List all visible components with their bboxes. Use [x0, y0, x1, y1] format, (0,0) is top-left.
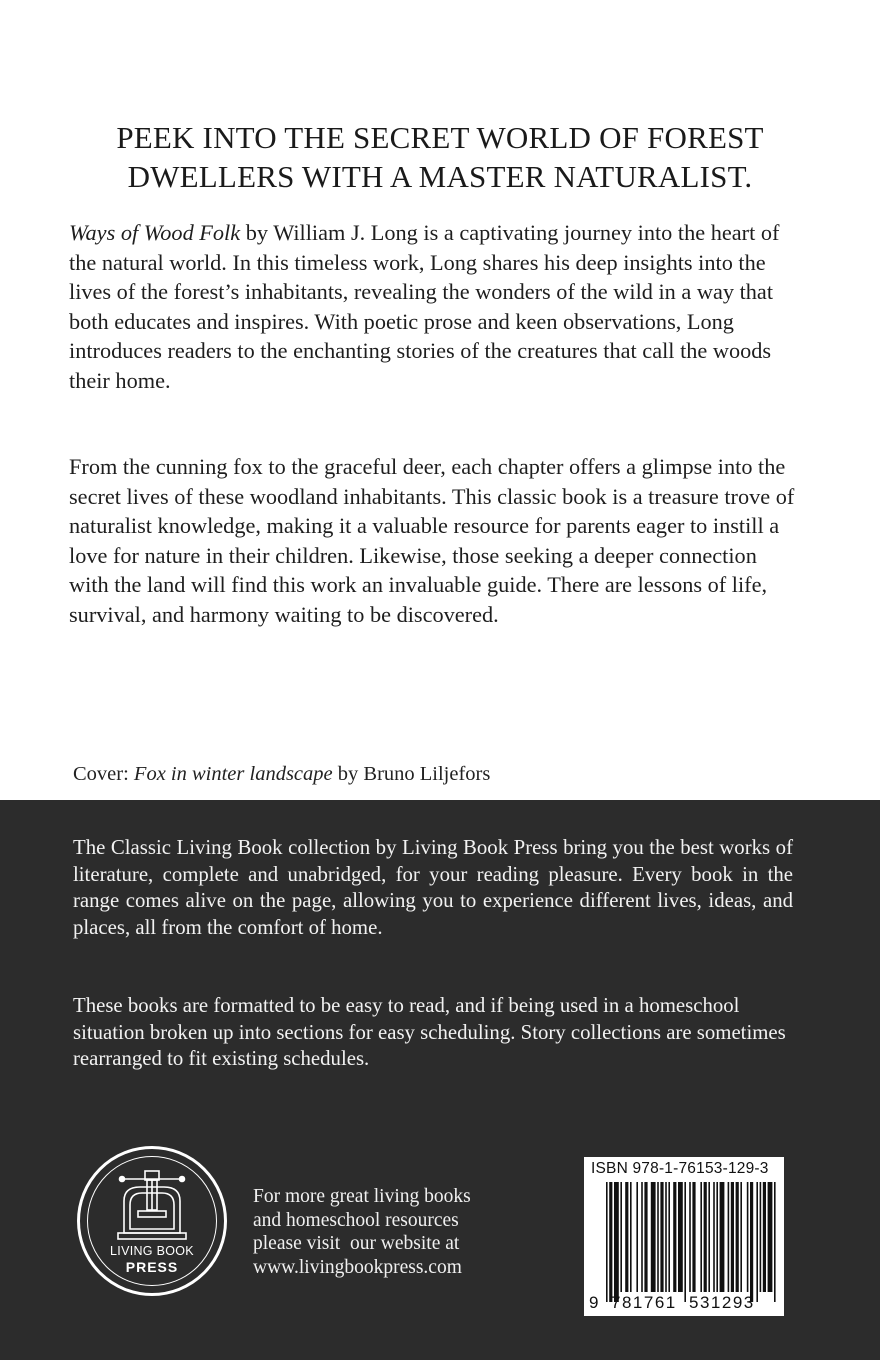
barcode-bar — [736, 1182, 739, 1292]
barcode-bar — [609, 1182, 612, 1302]
collection-paragraph-1: The Classic Living Book collection by Living Book Press bring you the best works of literature, complete and unabridged, for your reading pleasure. Every book in the range comes alive on the page, allowing you to experience different lives, ideas, and places, all from the comfort of home. — [73, 836, 793, 939]
headline-line-1: PEEK INTO THE SECRET WORLD OF FOREST — [116, 120, 764, 155]
barcode-bar — [614, 1182, 619, 1302]
description-paragraph-1-text: by William J. Long is a captivating journey into the heart of the natural world. In this timeless work, Long shares his deep insights into the lives of the forest’s inhabitants, revealing the wonders of the wild in a way that both educates and inspires. With poetic prose and keen observations, Long introduces readers to the enchanting stories of the creatures that call the woods their home. — [69, 220, 780, 393]
website-info-line-1: For more great living books — [253, 1186, 471, 1207]
lower-panel — [0, 800, 880, 1360]
cover-credit-prefix: Cover: — [73, 763, 134, 785]
website-info-line-3: please visit our website at — [253, 1233, 460, 1254]
barcode-bar — [747, 1182, 749, 1292]
website-url: www.livingbookpress.com — [253, 1256, 462, 1278]
isbn-barcode-box — [584, 1157, 784, 1316]
barcode-bar — [606, 1182, 608, 1302]
barcode-first-digit: 9 — [589, 1293, 600, 1312]
barcode-bar — [774, 1182, 776, 1302]
barcode-bar — [700, 1182, 702, 1292]
logo-text-press: PRESS — [125, 1259, 179, 1275]
barcode-digits-group-1: 781761 — [611, 1293, 677, 1312]
barcode-bar — [716, 1182, 718, 1292]
barcode-bar — [651, 1182, 656, 1292]
barcode-bar — [713, 1182, 715, 1292]
barcode-bar — [750, 1182, 753, 1302]
book-title: Ways of Wood Folk — [69, 220, 241, 245]
barcode-bar — [763, 1182, 766, 1292]
barcode-bar — [768, 1182, 773, 1292]
barcode-bar — [731, 1182, 734, 1292]
barcode-bar — [630, 1182, 632, 1292]
barcode-bar — [689, 1182, 691, 1292]
barcode-bar — [684, 1182, 686, 1302]
barcode-bar — [728, 1182, 730, 1292]
headline-line-2: DWELLERS WITH A MASTER NATURALIST. — [127, 159, 753, 194]
barcode-bar — [641, 1182, 643, 1292]
barcode-bar — [678, 1182, 683, 1292]
cover-credit-suffix: by Bruno Liljefors — [332, 763, 491, 785]
barcode-bar — [660, 1182, 663, 1292]
barcode-bar — [636, 1182, 638, 1292]
barcode-bar — [665, 1182, 667, 1292]
barcode-bar — [760, 1182, 762, 1292]
barcode-bar — [740, 1182, 742, 1292]
cover-credit — [73, 761, 490, 787]
logo-text-living-book: LIVING BOOK — [110, 1244, 194, 1258]
barcode-bar — [644, 1182, 647, 1292]
barcode-bar — [657, 1182, 659, 1292]
cover-artwork-title: Fox in winter landscape — [133, 763, 333, 785]
isbn-label: ISBN 978-1-76153-129-3 — [591, 1160, 769, 1177]
headline — [40, 118, 840, 196]
barcode-bar — [692, 1182, 695, 1292]
description-paragraph-1 — [69, 218, 799, 396]
barcode-bar — [625, 1182, 628, 1292]
barcode-bar — [720, 1182, 725, 1292]
website-info-line-2: and homeschool resources — [253, 1209, 459, 1231]
website-info — [253, 1185, 513, 1279]
description-paragraph-2: From the cunning fox to the graceful deer, each chapter offers a glimpse into the secret lives of these woodland inhabitants. This classic book is a treasure trove of naturalist knowledge, making it a valuable resource for parents eager to instill a love for nature in their children. Likewise, those seeking a deeper connection with the land will find this work an invaluable guide. There are lessons of life, survival, and harmony waiting to be discovered. — [69, 454, 795, 627]
barcode-digits-group-2: 531293 — [689, 1293, 755, 1312]
barcode-bar — [673, 1182, 676, 1292]
barcode-bar — [756, 1182, 758, 1302]
barcode-bar — [704, 1182, 707, 1292]
collection-paragraph-2: These books are formatted to be easy to read, and if being used in a homeschool situation broken up into sections for easy scheduling. Story collections are sometimes rearranged to fit existing schedules. — [73, 994, 786, 1071]
barcode-bar — [668, 1182, 670, 1292]
barcode-bar — [708, 1182, 710, 1292]
barcode-bar — [620, 1182, 622, 1292]
living-book-press-logo — [77, 1146, 227, 1296]
